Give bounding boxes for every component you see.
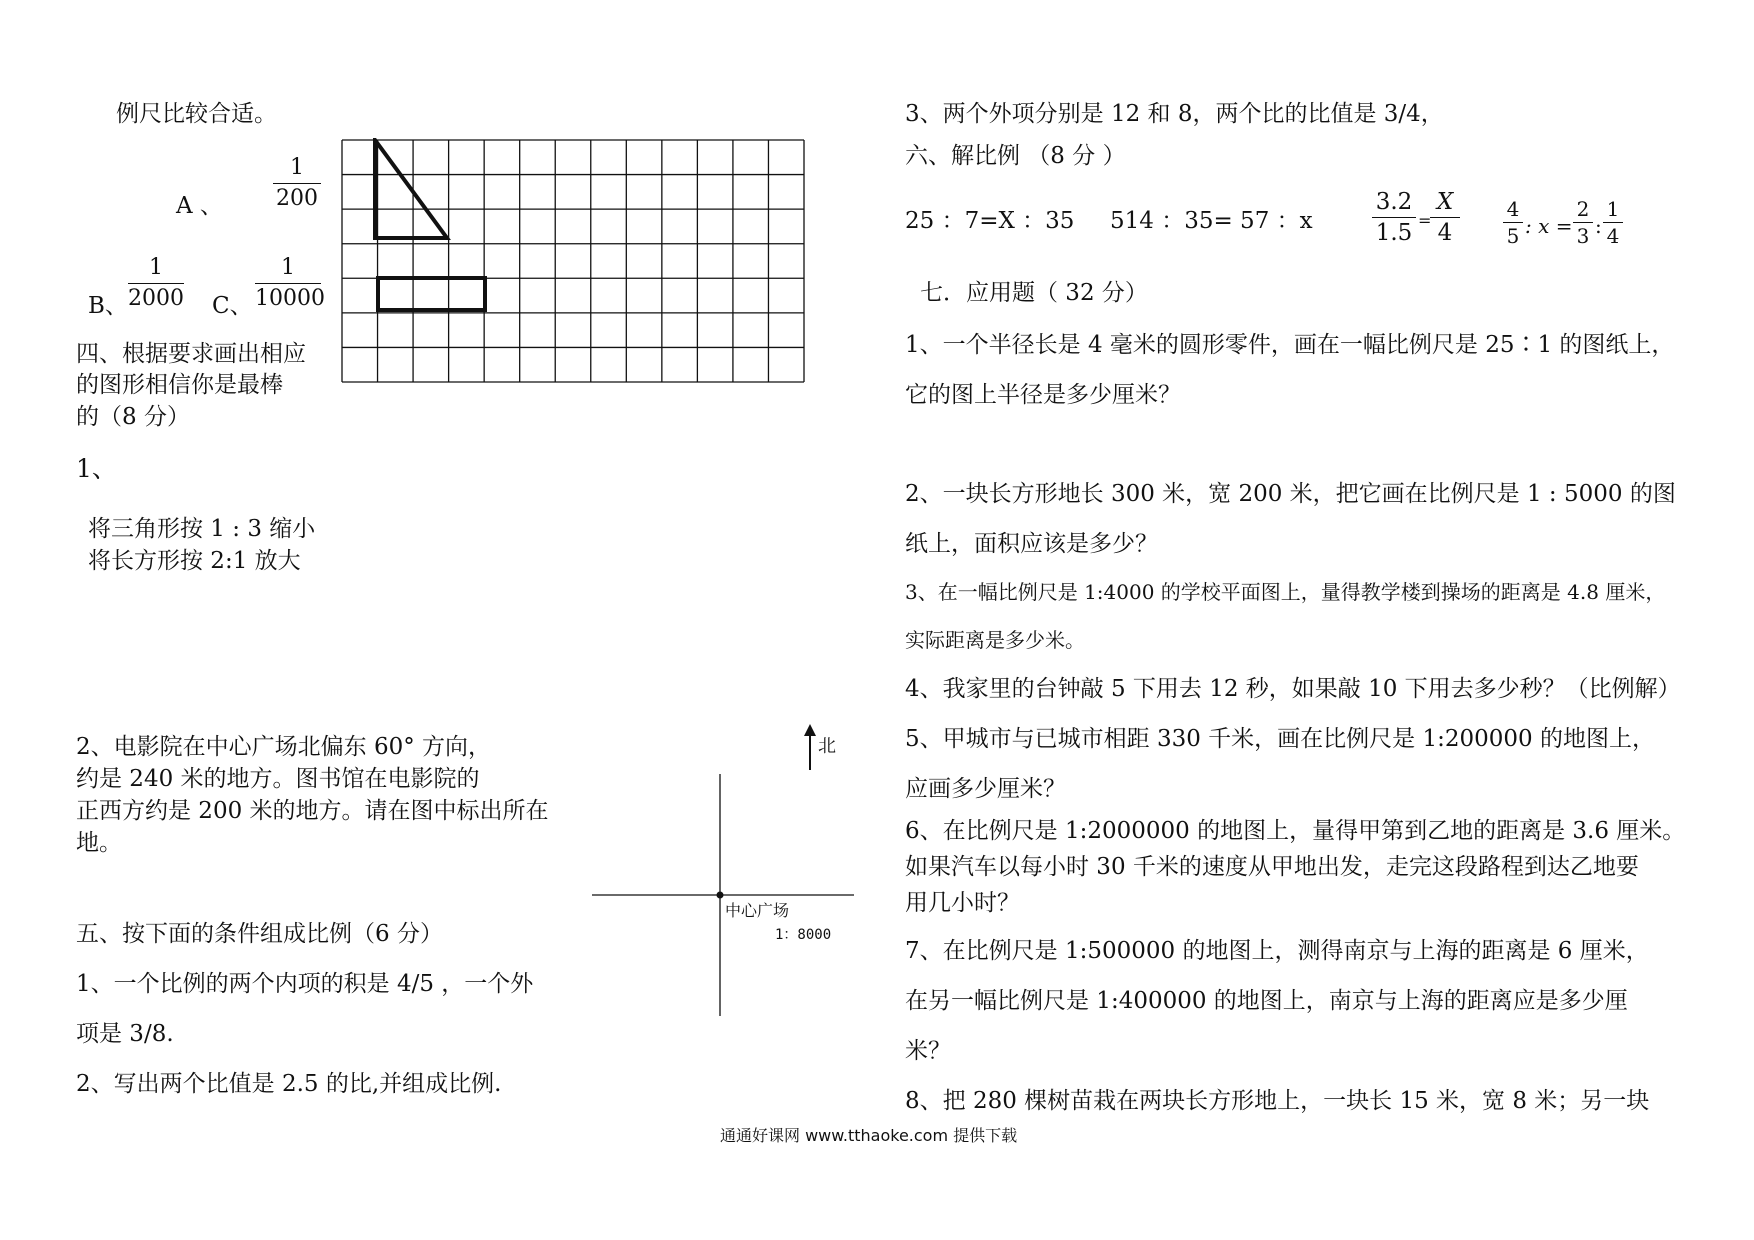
equation-1: 25 ：7=X ：35: [905, 208, 1075, 234]
q2-line2: 约是 240 米的地方。图书馆在电影院的: [76, 766, 480, 792]
equation-4-b-denominator: 3: [1576, 224, 1590, 248]
center-point: [717, 892, 724, 899]
option-c-denominator: 10000: [255, 286, 325, 311]
equation-4-a-numerator: 4: [1506, 197, 1520, 221]
option-c-label: C、: [212, 293, 253, 319]
section4-line3: 的（8 分）: [76, 404, 190, 430]
grid-figure: [340, 138, 806, 384]
section4-line2: 的图形相信你是最棒: [76, 372, 283, 398]
app-q4-line1: 4、我家里的台钟敲 5 下用去 12 秒，如果敲 10 下用去多少秒？（比例解）: [905, 676, 1681, 702]
q2-line4: 地。: [76, 830, 122, 856]
equation-4-a-denominator: 5: [1506, 224, 1520, 248]
app-q8-line1: 8、把 280 棵树苗栽在两块长方形地上，一块长 15 米，宽 8 米；另一块: [905, 1088, 1650, 1114]
equation-3-left-fraction: [1372, 188, 1416, 247]
q2-line1: 2、电影院在中心广场北偏东 60° 方向，: [76, 734, 492, 760]
app-q2-line2: 纸上，面积应该是多少？: [905, 531, 1158, 557]
app-q6-line1: 6、在比例尺是 1:2000000 的地图上，量得甲第到乙地的距离是 3.6 厘米。: [905, 818, 1686, 844]
app-q7-line3: 米？: [905, 1038, 951, 1064]
section5-q3: 3、两个外项分别是 12 和 8，两个比的比值是 3/4，: [905, 101, 1444, 127]
equation-3-right-fraction: [1430, 188, 1460, 247]
equation-4-fraction-a: [1503, 197, 1523, 248]
section5-q1-line2: 项是 3/8.: [76, 1021, 174, 1047]
section5-q1-line1: 1、一个比例的两个内项的积是 4/5 ，一个外: [76, 971, 534, 997]
triangle-shape: [375, 140, 447, 238]
equation-3-left-numerator: 3.2: [1375, 189, 1413, 215]
q2-line3: 正西方约是 200 米的地方。请在图中标出所在: [76, 798, 549, 824]
option-a-denominator: 200: [276, 186, 318, 211]
app-q5-line2: 应画多少厘米？: [905, 776, 1066, 802]
option-b-numerator: 1: [149, 255, 163, 280]
equation-4-c-denominator: 4: [1606, 224, 1620, 248]
app-q3-line1: 3、在一幅比例尺是 1:4000 的学校平面图上，量得教学楼到操场的距离是 4.8 厘米，: [905, 580, 1666, 604]
option-a-label: A 、: [176, 193, 223, 219]
equation-4-fraction-b: [1573, 197, 1593, 248]
map-scale-label: 1：8000: [775, 927, 832, 943]
rectangle-shape: [378, 278, 485, 310]
equation-4-fraction-c: [1603, 197, 1623, 248]
intro-line: 例尺比较合适。: [116, 101, 277, 127]
q1-instruction-2: 将长方形按 2:1 放大: [88, 548, 301, 574]
equation-3-right-denominator: 4: [1437, 220, 1453, 246]
option-a-fraction: [273, 155, 321, 212]
app-q5-line1: 5、甲城市与已城市相距 330 千米，画在比例尺是 1:200000 的地图上，: [905, 726, 1655, 752]
section6-title: 六、解比例 （8 分 ）: [905, 143, 1126, 169]
section5-title: 五、按下面的条件组成比例（6 分）: [76, 921, 443, 947]
equation-3-left-denominator: 1.5: [1375, 220, 1413, 246]
option-b-fraction: [128, 255, 184, 312]
section7-title: 七．应用题（ 32 分）: [920, 280, 1148, 306]
map-diagram: [580, 720, 860, 1020]
option-a-numerator: 1: [290, 155, 304, 180]
app-q3-line2: 实际距离是多少米。: [905, 628, 1085, 652]
app-q7-line2: 在另一幅比例尺是 1:400000 的地图上，南京与上海的距离应是多少厘: [905, 988, 1628, 1014]
section5-q2: 2、写出两个比值是 2.5 的比,并组成比例.: [76, 1071, 502, 1097]
q1-label: 1、: [76, 454, 117, 483]
app-q6-line3: 用几小时？: [905, 890, 1020, 916]
map-north-label: 北: [818, 736, 836, 757]
app-q1-line1: 1、一个半径长是 4 毫米的圆形零件，画在一幅比例尺是 25∶1 的图纸上，: [905, 332, 1675, 358]
section4-line1: 四、根据要求画出相应: [76, 341, 306, 367]
equation-3-right-numerator: X: [1436, 189, 1454, 215]
equation-4-middle: : x =: [1525, 214, 1573, 238]
q1-instruction-1: 将三角形按 1 : 3 缩小: [88, 516, 316, 542]
app-q7-line1: 7、在比例尺是 1:500000 的地图上，测得南京与上海的距离是 6 厘米，: [905, 938, 1649, 964]
app-q1-line2: 它的图上半径是多少厘米？: [905, 382, 1181, 408]
option-b-denominator: 2000: [128, 286, 184, 311]
equation-3-equals: =: [1418, 211, 1432, 230]
app-q6-line2: 如果汽车以每小时 30 千米的速度从甲地出发，走完这段路程到达乙地要: [905, 854, 1639, 880]
equation-4-b-numerator: 2: [1576, 197, 1590, 221]
map-center-label: 中心广场: [725, 901, 790, 920]
option-c-numerator: 1: [281, 255, 295, 280]
equation-2: 514 ：35= 57 ：x: [1110, 208, 1313, 234]
option-c-fraction: [255, 255, 325, 312]
app-q2-line1: 2、一块长方形地长 300 米，宽 200 米，把它画在比例尺是 1 : 5000 的图: [905, 481, 1676, 507]
option-b-label: B、: [88, 293, 128, 319]
equation-4-c-numerator: 1: [1606, 197, 1620, 221]
page-footer: 通通好课网 www.tthaoke.com 提供下载: [720, 1126, 1018, 1145]
equation-4-colon: :: [1595, 214, 1602, 238]
